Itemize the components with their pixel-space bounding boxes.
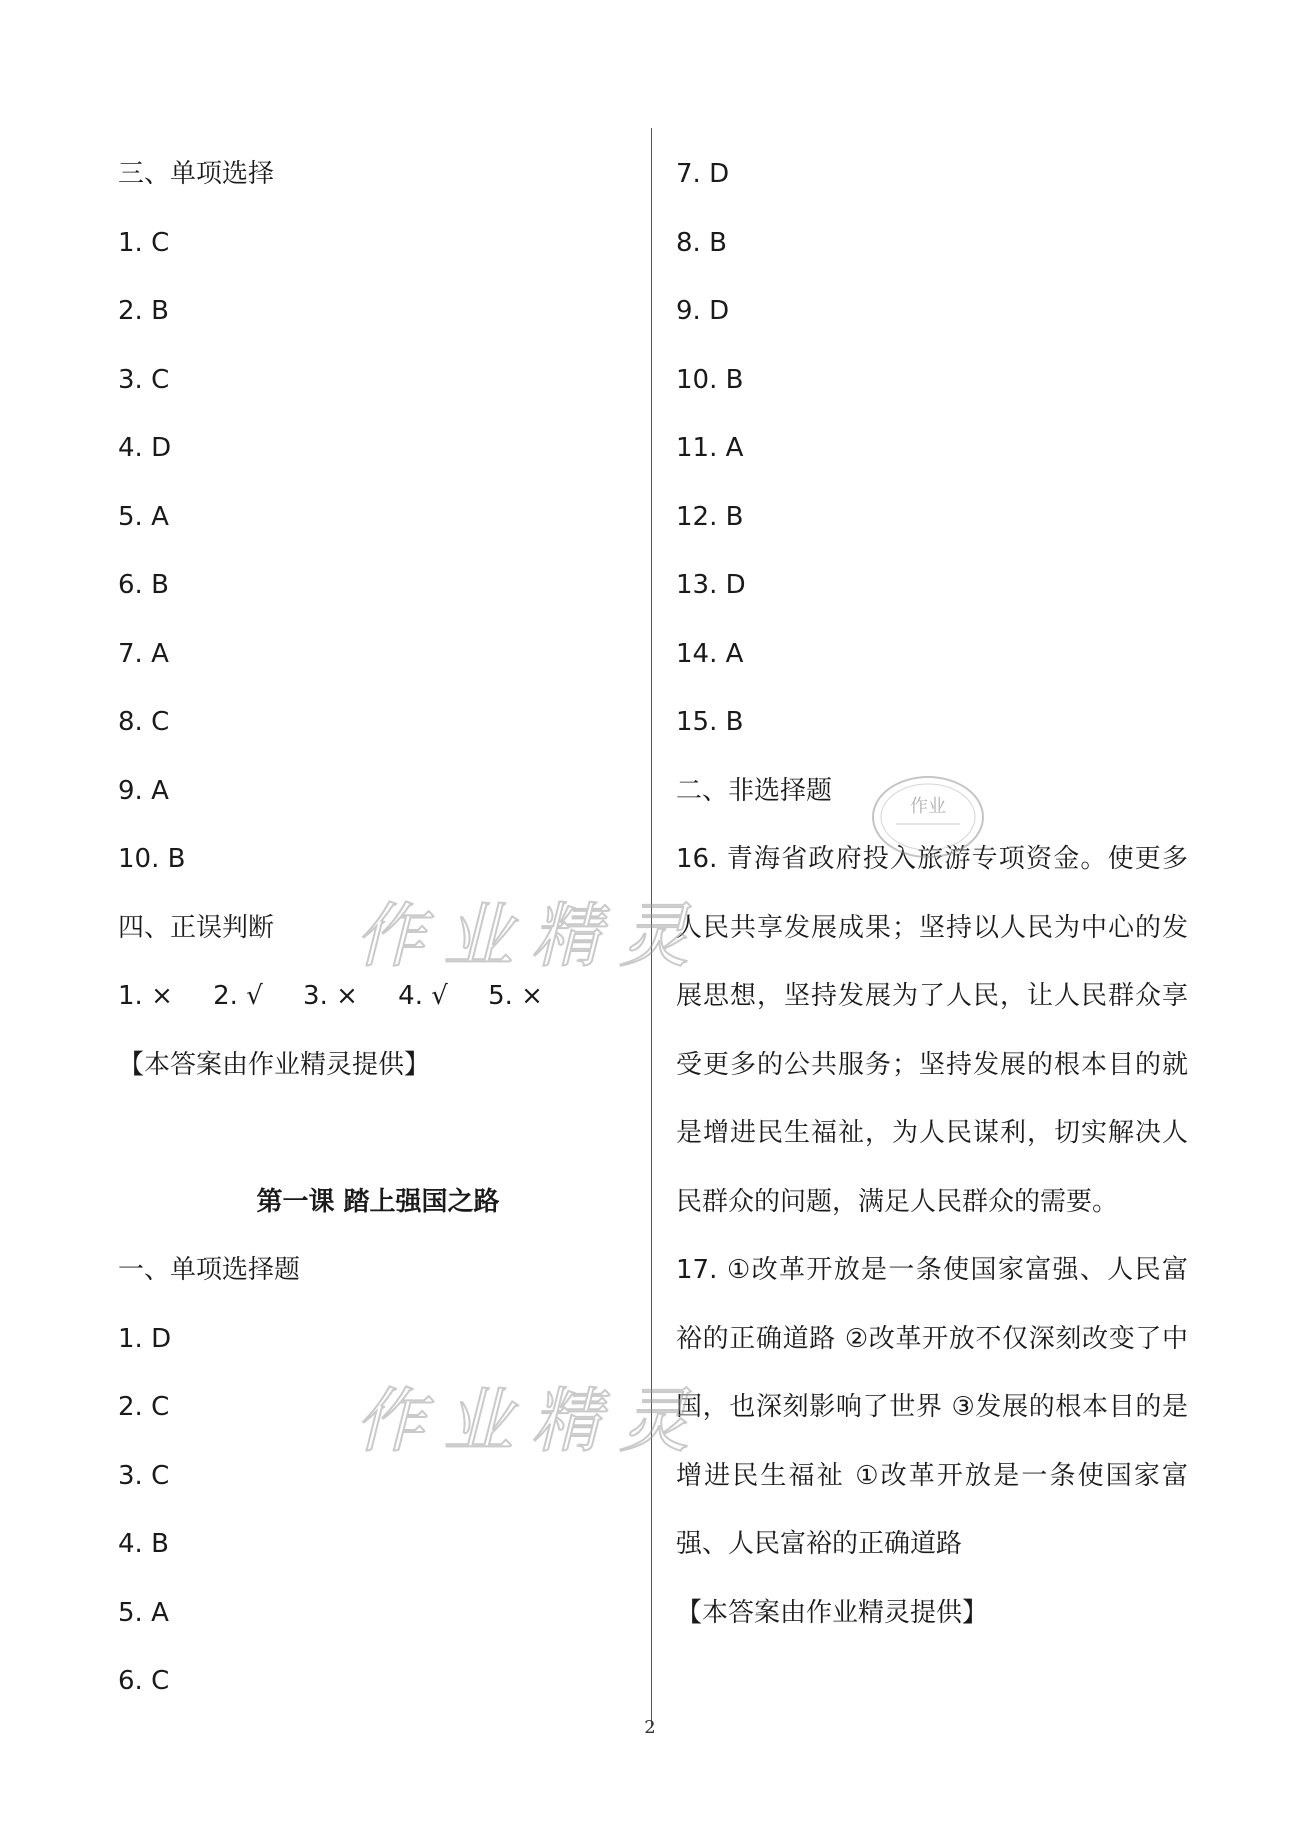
answer-item: 6. B	[118, 570, 169, 600]
credit-line: 【本答案由作业精灵提供】	[118, 1049, 431, 1080]
answer-item: 1. D	[118, 1323, 172, 1354]
answer-item: 3. C	[118, 1460, 170, 1491]
tf-answer: 1. ×	[118, 981, 173, 1011]
section4-title: 四、正误判断	[118, 912, 275, 943]
tf-answer: 4. √	[398, 981, 448, 1011]
answer-item: 2. B	[118, 296, 169, 326]
answer-item: 1. C	[118, 227, 170, 258]
answer-item: 10. B	[118, 844, 186, 874]
watermark: 作业精灵	[355, 1380, 707, 1462]
page-number: 2	[644, 1717, 656, 1738]
answer-item: 4. D	[118, 433, 172, 463]
stamp-seal-icon	[868, 772, 988, 862]
tf-answer: 2. √	[213, 981, 263, 1011]
answer-item: 15. B	[676, 707, 744, 737]
section3-title: 三、单项选择	[118, 159, 275, 189]
answer-item: 12. B	[676, 501, 744, 532]
answer-item: 7. D	[676, 159, 730, 189]
answer-q17: 17. ①改革开放是一条使国家富强、人民富裕的正确道路 ②改革开放不仅深刻改变了中国，也深刻影响了世界 ③发展的根本目的是增进民生福祉 ①改革开放是一条使国家富强、人民富裕的正确道路	[676, 1255, 1188, 1559]
answer-item: 8. B	[676, 227, 727, 258]
answer-item: 8. C	[118, 707, 170, 737]
credit-line: 【本答案由作业精灵提供】	[676, 1597, 989, 1628]
answer-item: 6. C	[118, 1666, 170, 1696]
answer-q16: 16. 青海省政府投入旅游专项资金。使更多人民共享发展成果；坚持以人民为中心的发展思想，坚持发展为了人民，让人民群众享受更多的公共服务；坚持发展的根本目的就是增进民生福祉，为人民谋利，切实解决人民群众的问题，满足人民群众的需要。	[676, 844, 1188, 1217]
answer-item: 14. A	[676, 638, 744, 669]
answer-item: 5. A	[118, 501, 169, 532]
lesson-title: 第一课 踏上强国之路	[256, 1186, 500, 1217]
tf-answer: 3. ×	[303, 981, 358, 1011]
answer-item: 9. A	[118, 775, 169, 806]
answer-item: 4. B	[118, 1529, 169, 1559]
section1-title: 一、单项选择题	[118, 1255, 301, 1285]
answer-item: 13. D	[676, 570, 746, 600]
answer-item: 3. C	[118, 364, 170, 395]
answer-item: 11. A	[676, 433, 744, 463]
answer-item: 7. A	[118, 638, 169, 669]
answer-item: 2. C	[118, 1392, 170, 1422]
watermark: 作业精灵	[355, 895, 707, 977]
answer-item: 5. A	[118, 1597, 169, 1628]
section2-title: 二、非选择题	[676, 775, 833, 806]
answer-item: 10. B	[676, 364, 744, 395]
stamp-text: 作业	[910, 796, 946, 817]
right-column	[676, 140, 1196, 1647]
answer-item: 9. D	[676, 296, 730, 326]
tf-answer: 5. ×	[488, 981, 543, 1011]
